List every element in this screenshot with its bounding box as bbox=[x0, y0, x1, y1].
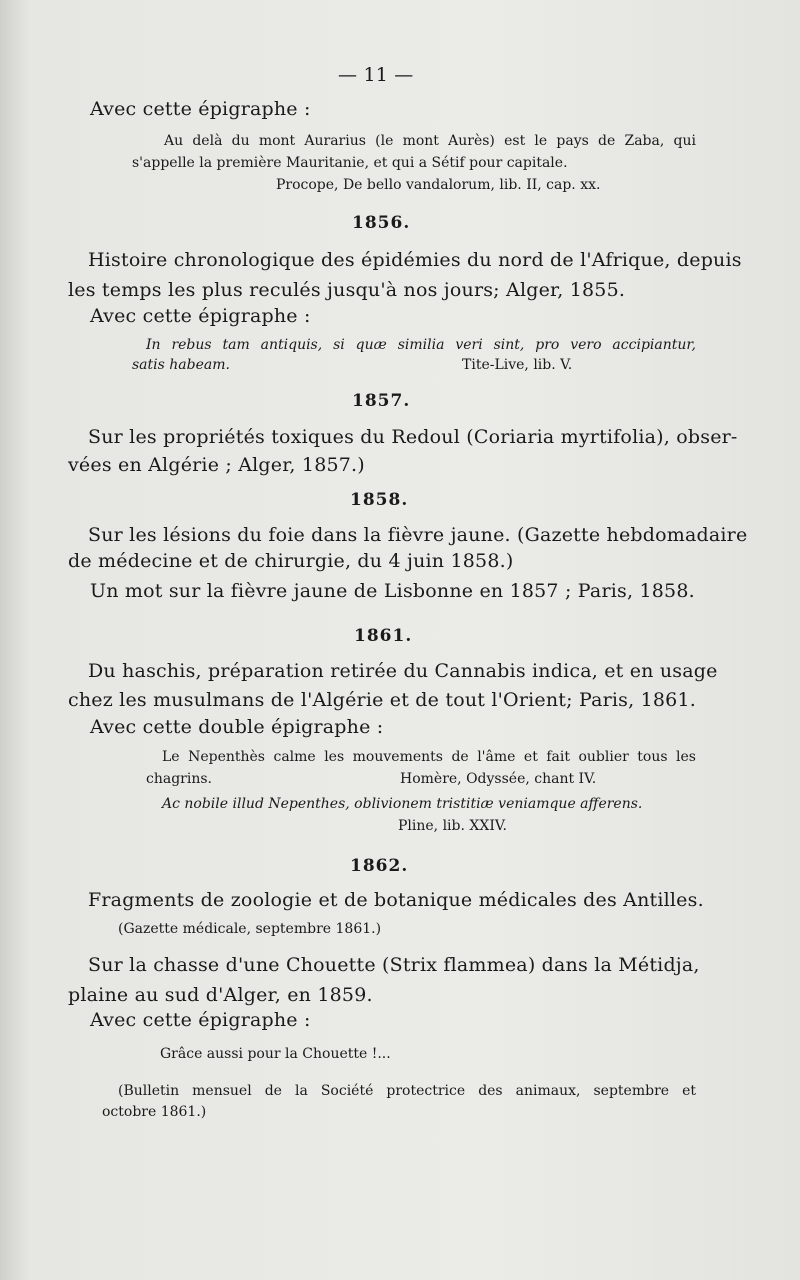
quote-line: Ac nobile illud Nepenthes, oblivionem tristitiæ veniamque afferens. bbox=[162, 796, 643, 812]
quote-citation: Tite-Live, lib. V. bbox=[462, 357, 573, 373]
paragraph-line: vées en Algérie ; Alger, 1857.) bbox=[68, 454, 365, 476]
year-heading-1861: 1861. bbox=[354, 626, 413, 646]
epigraph-intro: Avec cette épigraphe : bbox=[90, 1009, 311, 1031]
quote-line: satis habeam. bbox=[132, 357, 230, 373]
quote-line: s'appelle la première Mauritanie, et qui a Sétif pour capitale. bbox=[132, 155, 568, 171]
paragraph-line: (Gazette médicale, septembre 1861.) bbox=[118, 921, 382, 937]
paragraph-line: Fragments de zoologie et de botanique médicales des Antilles. bbox=[88, 889, 704, 911]
paragraph-line: chez les musulmans de l'Algérie et de tout l'Orient; Paris, 1861. bbox=[68, 689, 696, 711]
quote-line: In rebus tam antiquis, si quæ similia veri sint, pro vero accipiantur, bbox=[146, 337, 696, 353]
paragraph-line: plaine au sud d'Alger, en 1859. bbox=[68, 984, 373, 1006]
quote-citation: Pline, lib. XXIV. bbox=[398, 818, 507, 834]
quote-line: Au delà du mont Aurarius (le mont Aurès) est le pays de Zaba, qui bbox=[164, 133, 696, 149]
quote-line: chagrins. bbox=[146, 771, 212, 787]
year-heading-1857: 1857. bbox=[352, 391, 411, 411]
paragraph-line: Histoire chronologique des épidémies du nord de l'Afrique, depuis bbox=[88, 249, 742, 271]
paragraph-line: Un mot sur la fièvre jaune de Lisbonne en 1857 ; Paris, 1858. bbox=[90, 580, 695, 602]
quote-line: Grâce aussi pour la Chouette !... bbox=[160, 1046, 391, 1062]
year-heading-1862: 1862. bbox=[350, 856, 409, 876]
year-heading-1856: 1856. bbox=[352, 213, 411, 233]
paragraph-line: Sur les lésions du foie dans la fièvre jaune. (Gazette hebdomadaire bbox=[88, 524, 748, 546]
epigraph-intro: Avec cette épigraphe : bbox=[90, 305, 311, 327]
paragraph-line: Sur les propriétés toxiques du Redoul (Coriaria myrtifolia), obser- bbox=[88, 426, 738, 448]
quote-line: octobre 1861.) bbox=[102, 1104, 207, 1120]
year-heading-1858: 1858. bbox=[350, 490, 409, 510]
epigraph-intro: Avec cette double épigraphe : bbox=[90, 716, 384, 738]
paragraph-line: Sur la chasse d'une Chouette (Strix flammea) dans la Métidja, bbox=[88, 954, 700, 976]
quote-citation: Procope, De bello vandalorum, lib. II, cap. xx. bbox=[276, 177, 601, 193]
paragraph-line: de médecine et de chirurgie, du 4 juin 1858.) bbox=[68, 550, 514, 572]
quote-line: Le Nepenthès calme les mouvements de l'âme et fait oublier tous les bbox=[162, 749, 696, 765]
paragraph-line: Du haschis, préparation retirée du Cannabis indica, et en usage bbox=[88, 660, 718, 682]
page-number: — 11 — bbox=[338, 64, 414, 86]
quote-line: (Bulletin mensuel de la Société protectrice des animaux, septembre et bbox=[118, 1083, 696, 1099]
paragraph-line: les temps les plus reculés jusqu'à nos jours; Alger, 1855. bbox=[68, 279, 626, 301]
quote-citation: Homère, Odyssée, chant IV. bbox=[400, 771, 597, 787]
epigraph-intro: Avec cette épigraphe : bbox=[90, 98, 311, 120]
